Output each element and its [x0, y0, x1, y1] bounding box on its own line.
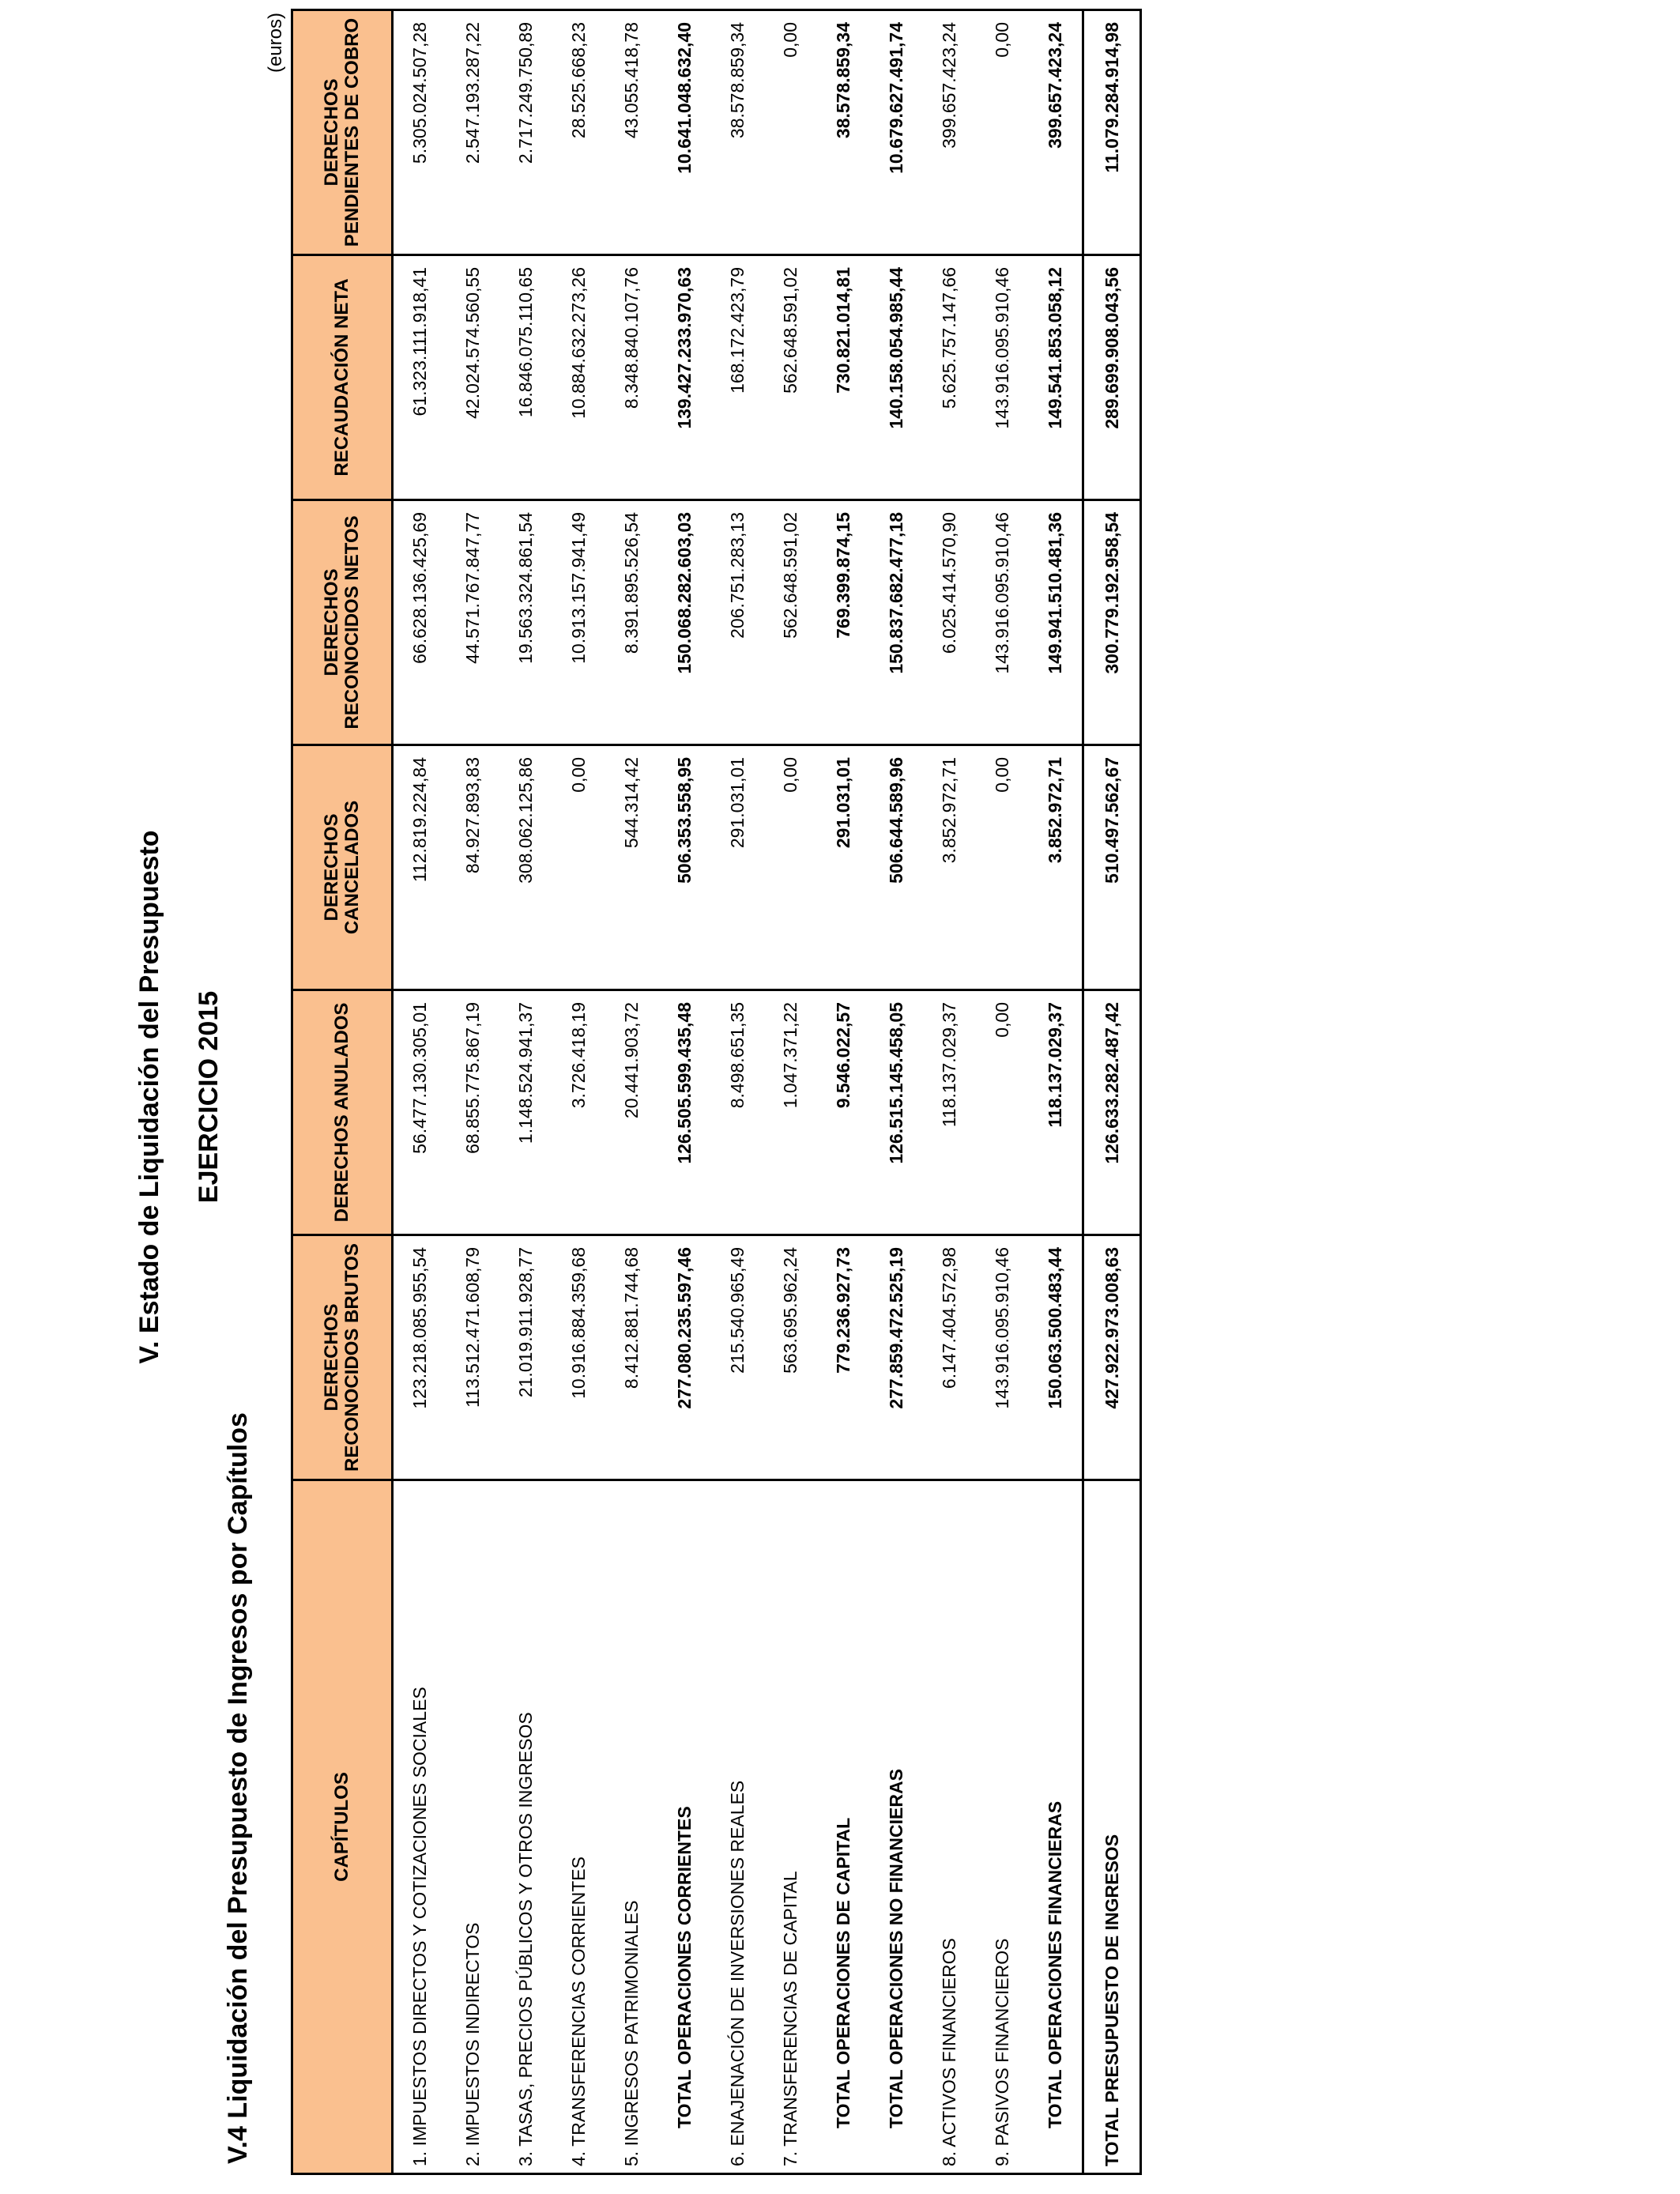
page-title: V. Estado de Liquidación del Presupuesto [134, 830, 164, 1364]
row-value: 3.852.972,71 [1029, 745, 1083, 990]
row-value: 10.913.157.941,49 [552, 500, 605, 745]
row-value: 56.477.130.305,01 [393, 990, 447, 1235]
row-value: 113.512.471.608,79 [446, 1235, 499, 1480]
row-value: 0,00 [764, 745, 817, 990]
row-value: 61.323.111.918,41 [393, 255, 447, 500]
row-label: 8. ACTIVOS FINANCIEROS [923, 1480, 976, 2174]
row-value: 399.657.423,24 [1029, 10, 1083, 255]
table-row [552, 10, 605, 2174]
table-row [393, 10, 447, 2174]
grand-total-value: 510.497.562,67 [1083, 745, 1141, 990]
row-value: 68.855.775.867,19 [446, 990, 499, 1235]
grand-total-value: 126.633.282.487,42 [1083, 990, 1141, 1235]
row-value: 139.427.233.970,63 [658, 255, 711, 500]
column-header-derechos-reconocidos-netos: DERECHOS RECONOCIDOS NETOS [292, 500, 393, 745]
row-label: TOTAL OPERACIONES NO FINANCIERAS [870, 1480, 923, 2174]
table-subtotal-row [1029, 10, 1083, 2174]
row-value: 730.821.014,81 [817, 255, 870, 500]
row-value: 5.625.757.147,66 [923, 255, 976, 500]
row-value: 10.679.627.491,74 [870, 10, 923, 255]
row-value: 8.391.895.526,54 [605, 500, 658, 745]
row-value: 126.505.599.435,48 [658, 990, 711, 1235]
row-value: 150.063.500.483,44 [1029, 1235, 1083, 1480]
row-value: 3.726.418,19 [552, 990, 605, 1235]
row-value: 277.080.235.597,46 [658, 1235, 711, 1480]
row-value: 126.515.145.458,05 [870, 990, 923, 1235]
column-header-capitulos: CAPÍTULOS [292, 1480, 393, 2174]
row-value: 562.648.591,02 [764, 255, 817, 500]
row-value: 206.751.283,13 [711, 500, 764, 745]
row-value: 19.563.324.861,54 [499, 500, 552, 745]
row-value: 150.068.282.603,03 [658, 500, 711, 745]
row-value: 150.837.682.477,18 [870, 500, 923, 745]
table-row [976, 10, 1029, 2174]
row-value: 9.546.022,57 [817, 990, 870, 1235]
row-value: 0,00 [976, 10, 1029, 255]
row-value: 0,00 [764, 10, 817, 255]
row-label: 5. INGRESOS PATRIMONIALES [605, 1480, 658, 2174]
column-header-derechos-pendientes-cobro: DERECHOS PENDIENTES DE COBRO [292, 10, 393, 255]
row-value: 779.236.927,73 [817, 1235, 870, 1480]
row-value: 544.314,42 [605, 745, 658, 990]
column-header-recaudacion-neta: RECAUDACIÓN NETA [292, 255, 393, 500]
row-value: 38.578.859,34 [817, 10, 870, 255]
units-label: (euros) [265, 13, 286, 74]
row-value: 291.031,01 [711, 745, 764, 990]
row-value: 562.648.591,02 [764, 500, 817, 745]
table-row [711, 10, 764, 2174]
grand-total-label: TOTAL PRESUPUESTO DE INGRESOS [1083, 1480, 1141, 2174]
table-subtotal-row [658, 10, 711, 2174]
row-value: 506.644.589,96 [870, 745, 923, 990]
row-label: 2. IMPUESTOS INDIRECTOS [446, 1480, 499, 2174]
table-subtotal-row [817, 10, 870, 2174]
row-label: 1. IMPUESTOS DIRECTOS Y COTIZACIONES SOCIALES [393, 1480, 447, 2174]
row-value: 143.916.095.910,46 [976, 255, 1029, 500]
table-row [605, 10, 658, 2174]
grand-total-value: 427.922.973.008,63 [1083, 1235, 1141, 1480]
row-value: 1.148.524.941,37 [499, 990, 552, 1235]
row-label: 3. TASAS, PRECIOS PÚBLICOS Y OTROS INGRESOS [499, 1480, 552, 2174]
row-value: 112.819.224,84 [393, 745, 447, 990]
row-value: 0,00 [976, 745, 1029, 990]
table-subtotal-row [870, 10, 923, 2174]
row-value: 143.916.095.910,46 [976, 500, 1029, 745]
row-value: 6.025.414.570,90 [923, 500, 976, 745]
grand-total-row [1083, 10, 1141, 2174]
fiscal-year-title: EJERCICIO 2015 [194, 990, 224, 1204]
row-label: TOTAL OPERACIONES CORRIENTES [658, 1480, 711, 2174]
table-row [446, 10, 499, 2174]
grand-total-value: 300.779.192.958,54 [1083, 500, 1141, 745]
row-value: 769.399.874,15 [817, 500, 870, 745]
table-body [393, 10, 1141, 2174]
row-value: 2.717.249.750,89 [499, 10, 552, 255]
row-value: 84.927.893,83 [446, 745, 499, 990]
row-value: 118.137.029,37 [923, 990, 976, 1235]
section-title: V.4 Liquidación del Presupuesto de Ingresos por Capítulos [223, 1412, 253, 2164]
row-value: 291.031,01 [817, 745, 870, 990]
table-row [499, 10, 552, 2174]
row-value: 42.024.574.560,55 [446, 255, 499, 500]
row-value: 118.137.029,37 [1029, 990, 1083, 1235]
row-value: 44.571.767.847,77 [446, 500, 499, 745]
row-value: 8.348.840.107,76 [605, 255, 658, 500]
row-value: 43.055.418,78 [605, 10, 658, 255]
row-value: 506.353.558,95 [658, 745, 711, 990]
row-value: 21.019.911.928,77 [499, 1235, 552, 1480]
row-label: 9. PASIVOS FINANCIEROS [976, 1480, 1029, 2174]
revenue-liquidation-table [291, 9, 1142, 2175]
row-label: 4. TRANSFERENCIAS CORRIENTES [552, 1480, 605, 2174]
table-header-row [292, 10, 393, 2174]
row-value: 16.846.075.110,65 [499, 255, 552, 500]
row-value: 10.641.048.632,40 [658, 10, 711, 255]
row-value: 168.172.423,79 [711, 255, 764, 500]
row-label: TOTAL OPERACIONES FINANCIERAS [1029, 1480, 1083, 2174]
row-value: 3.852.972,71 [923, 745, 976, 990]
grand-total-value: 11.079.284.914,98 [1083, 10, 1141, 255]
column-header-derechos-anulados: DERECHOS ANULADOS [292, 990, 393, 1235]
row-value: 399.657.423,24 [923, 10, 976, 255]
grand-total-value: 289.699.908.043,56 [1083, 255, 1141, 500]
row-label: TOTAL OPERACIONES DE CAPITAL [817, 1480, 870, 2174]
row-value: 149.941.510.481,36 [1029, 500, 1083, 745]
row-value: 38.578.859,34 [711, 10, 764, 255]
column-header-derechos-cancelados: DERECHOS CANCELADOS [292, 745, 393, 990]
row-value: 277.859.472.525,19 [870, 1235, 923, 1480]
table-row [923, 10, 976, 2174]
row-value: 28.525.668,23 [552, 10, 605, 255]
row-value: 215.540.965,49 [711, 1235, 764, 1480]
row-value: 308.062.125,86 [499, 745, 552, 990]
column-header-derechos-reconocidos-brutos: DERECHOS RECONOCIDOS BRUTOS [292, 1235, 393, 1480]
row-value: 8.412.881.744,68 [605, 1235, 658, 1480]
row-value: 10.884.632.273,26 [552, 255, 605, 500]
row-value: 6.147.404.572,98 [923, 1235, 976, 1480]
row-value: 123.218.085.955,54 [393, 1235, 447, 1480]
row-value: 2.547.193.287,22 [446, 10, 499, 255]
row-label: 6. ENAJENACIÓN DE INVERSIONES REALES [711, 1480, 764, 2174]
row-value: 66.628.136.425,69 [393, 500, 447, 745]
row-value: 563.695.962,24 [764, 1235, 817, 1480]
row-value: 149.541.853.058,12 [1029, 255, 1083, 500]
row-value: 10.916.884.359,68 [552, 1235, 605, 1480]
row-value: 8.498.651,35 [711, 990, 764, 1235]
row-value: 0,00 [552, 745, 605, 990]
row-value: 5.305.024.507,28 [393, 10, 447, 255]
table-row [764, 10, 817, 2174]
row-value: 140.158.054.985,44 [870, 255, 923, 500]
row-value: 20.441.903,72 [605, 990, 658, 1235]
row-value: 1.047.371,22 [764, 990, 817, 1235]
row-label: 7. TRANSFERENCIAS DE CAPITAL [764, 1480, 817, 2174]
row-value: 0,00 [976, 990, 1029, 1235]
row-value: 143.916.095.910,46 [976, 1235, 1029, 1480]
